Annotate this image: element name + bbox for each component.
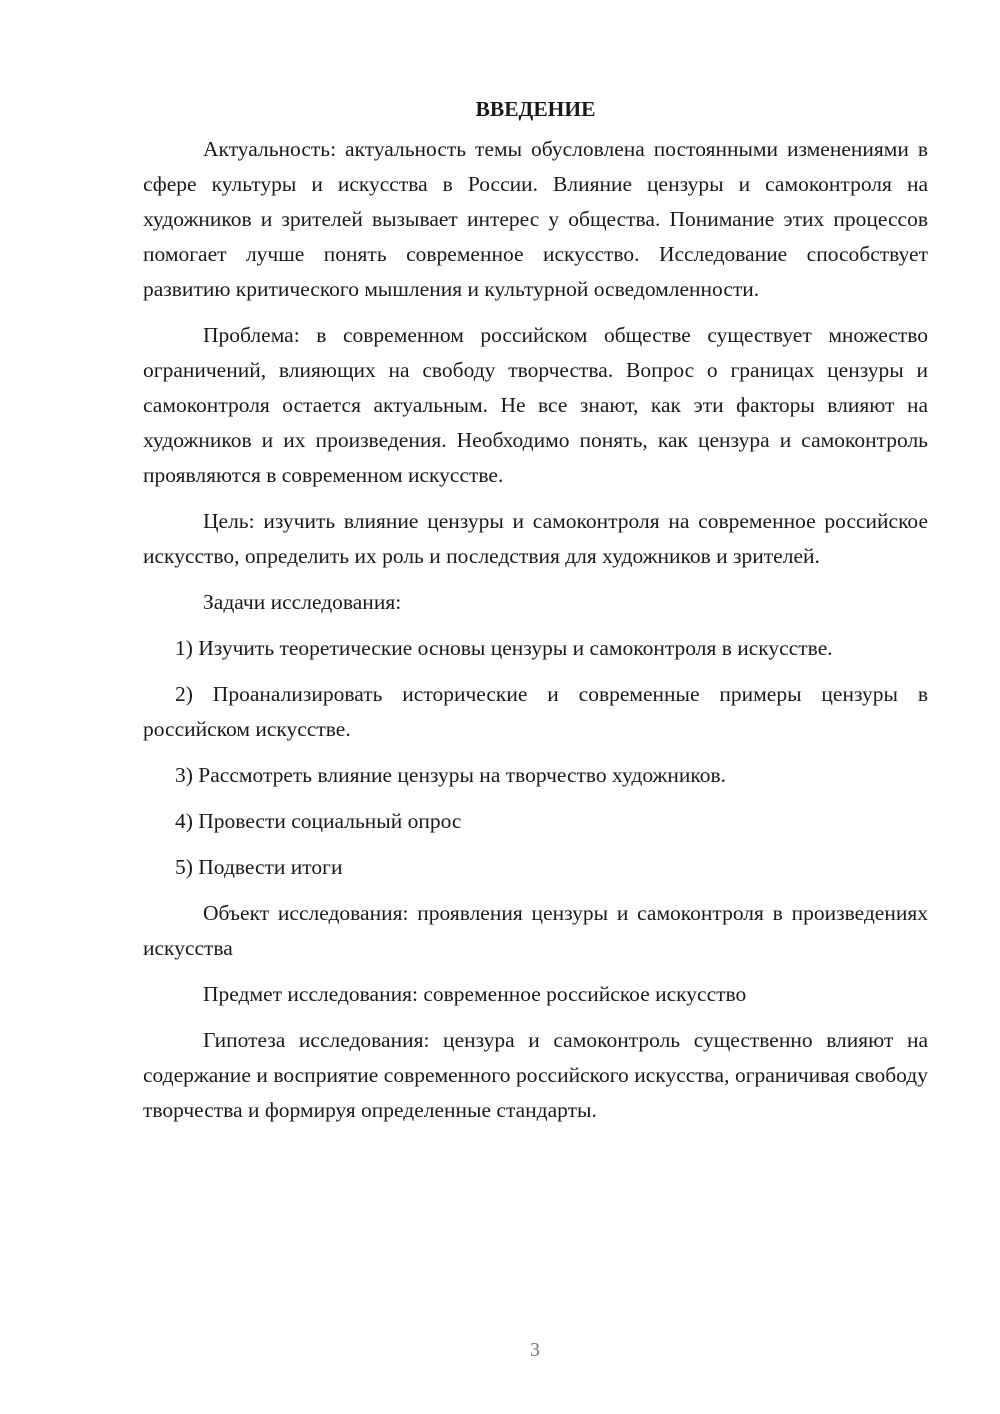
task-item-1: 1) Изучить теоретические основы цензуры и самоконтроля в искусстве. — [175, 636, 833, 660]
task-item-2: 2) Проанализировать исторические и современные примеры цензуры в российском искусстве. — [143, 682, 928, 741]
goal-paragraph: Цель: изучить влияние цензуры и самоконтроля на современное российское искусство, определить их роль и последствия для художников и зрителей. — [143, 509, 928, 568]
tasks-heading: Задачи исследования: — [203, 590, 402, 614]
document-body — [143, 92, 928, 1139]
task-item-4: 4) Провести социальный опрос — [175, 809, 462, 833]
hypothesis-paragraph: Гипотеза исследования: цензура и самоконтроль существенно влияют на содержание и восприятие современного российского искусства, ограничивая свободу творчества и формируя определенные стандарты. — [143, 1028, 928, 1122]
page-title: ВВЕДЕНИЕ — [475, 97, 596, 121]
task-item-3: 3) Рассмотреть влияние цензуры на творчество художников. — [175, 763, 727, 787]
problem-paragraph: Проблема: в современном российском обществе существует множество ограничений, влияющих на свободу творчества. Вопрос о границах цензуры и самоконтроля остается актуальным. Не все знают, как эти факторы влияют на художников и их произведения. Необходимо понять, как цензура и самоконтроль проявляются в современном искусстве. — [143, 323, 928, 487]
subject-paragraph: Предмет исследования: современное российское искусство — [203, 982, 747, 1006]
page-number: 3 — [530, 1339, 540, 1361]
relevance-paragraph: Актуальность: актуальность темы обусловлена постоянными изменениями в сфере культуры и искусства в России. Влияние цензуры и самоконтроля на художников и зрителей вызывает интерес у общества. Понимание этих процессов помогает лучше понять современное искусство. Исследование способствует развитию критического мышления и культурной осведомленности. — [143, 137, 928, 301]
object-paragraph: Объект исследования: проявления цензуры и самоконтроля в произведениях искусства — [143, 901, 928, 960]
task-item-5: 5) Подвести итоги — [175, 855, 343, 879]
